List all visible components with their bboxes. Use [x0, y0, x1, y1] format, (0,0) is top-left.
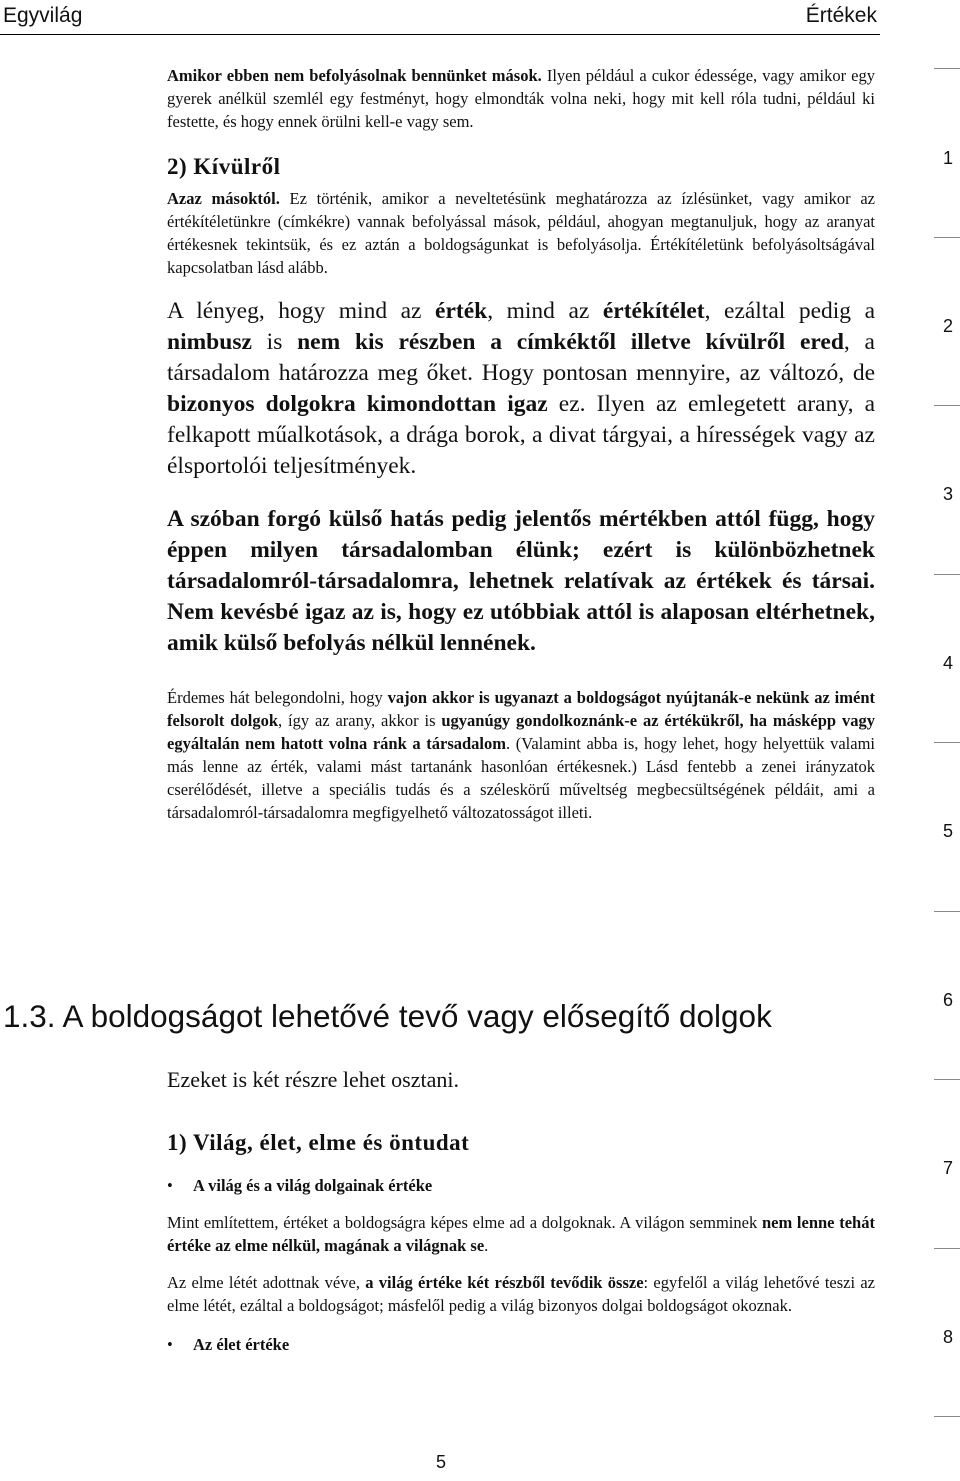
- bold-text: ugyanúgy gondolkoznánk-e az értékükről, ha másképp vagy egyáltalán nem hatott volna ránk a társadalom: [167, 711, 875, 753]
- bold-text: érték: [435, 298, 488, 324]
- paragraph-mind-gives-value: [167, 1211, 875, 1257]
- side-tab-divider: [934, 911, 960, 912]
- text: A lényeg, hogy mind az: [167, 298, 436, 324]
- side-tab-3[interactable]: 3: [942, 484, 953, 504]
- side-tab-divider: [934, 574, 960, 575]
- bold-text: nimbusz: [167, 329, 252, 355]
- section-heading-kivulrol: 2) Kívülről: [167, 154, 281, 179]
- text: .: [484, 1236, 489, 1255]
- paragraph-essence: [167, 296, 875, 482]
- side-tab-index: [908, 0, 960, 1481]
- paragraph-internal-influence: [167, 64, 875, 133]
- paragraph-external-influence: [167, 187, 875, 279]
- side-tab-1[interactable]: 1: [942, 148, 953, 168]
- bold-text: Azaz másoktól.: [167, 189, 280, 208]
- text: . (Valamint abba is, hogy lehet, hogy helyettük valami más lenne az érték, valami mást tartanánk hasonlóan értékesnek.) Lásd fentebb a zenei irányzatok cserélődését, illetve a speciális tudás és a széleskörű műveltség megbecsültségének példáit, ami a társadalomról-társadalomra megfigyelhető változatosságot illeti.: [167, 734, 875, 822]
- bold-text: a világ értéke két részből tevődik össze: [365, 1273, 644, 1292]
- page-header: [0, 0, 880, 35]
- text: , a társadalom határozza meg őket. Hogy pontosan mennyire, az változó, de: [167, 329, 875, 386]
- bullet-label: A világ és a világ dolgainak értéke: [193, 1176, 433, 1195]
- text: Érdemes hát belegondolni, hogy: [167, 688, 388, 707]
- text: , mind az: [487, 298, 603, 324]
- bold-text: nem lenne tehát értéke az elme nélkül, magának a világnak se: [167, 1213, 875, 1255]
- text: is: [251, 329, 298, 355]
- text: : egyfelől a világ lehetővé teszi az elme létét, ezáltal a boldogságot; másfelől pedig a világ bizonyos dolgai boldogságot okoznak.: [167, 1273, 876, 1315]
- text: Mint említettem, értéket a boldogságra képes elme ad a dolgoknak. A világon semminek: [167, 1213, 762, 1232]
- side-tab-2[interactable]: 2: [942, 316, 953, 336]
- bullet-item-life-value: [167, 1333, 875, 1356]
- chapter-heading: 1.3. A boldogságot lehetővé tevő vagy elősegítő dolgok: [3, 998, 772, 1034]
- text: , így az arany, akkor is: [278, 711, 442, 730]
- page-number: 5: [435, 1452, 446, 1472]
- paragraph-society-dependence: [167, 504, 875, 659]
- side-tab-divider: [934, 1416, 960, 1417]
- side-tab-7[interactable]: 7: [942, 1158, 953, 1178]
- paragraph-world-value-parts: [167, 1271, 875, 1317]
- bold-text: vajon akkor is ugyanazt a boldogságot nyújtanák-e nekünk az imént felsorolt dolgok: [167, 688, 875, 730]
- intro-text: Ezeket is két részre lehet osztani.: [167, 1067, 459, 1092]
- header-left-title: Egyvilág: [3, 4, 83, 27]
- text: , ezáltal pedig a: [704, 298, 876, 324]
- bold-text: értékítélet: [602, 298, 705, 324]
- side-tab-divider: [934, 237, 960, 238]
- text: Ilyen például a cukor édessége, vagy amikor egy gyerek anélkül szemlél egy festményt, hogy elmondták volna neki, hogy mit kell róla tudni, például ki festette, és hogy ennek örülni kell-e vagy sem.: [167, 66, 875, 131]
- side-tab-6[interactable]: 6: [942, 990, 953, 1010]
- side-tab-divider: [934, 742, 960, 743]
- bullet-icon: •: [167, 1176, 173, 1195]
- body-text-upper: [167, 64, 875, 824]
- side-tab-divider: [934, 1079, 960, 1080]
- bullet-label: Az élet értéke: [193, 1335, 290, 1354]
- side-tab-divider: [934, 1248, 960, 1249]
- bold-text: Amikor ebben nem befolyásolnak bennünket mások.: [167, 66, 542, 85]
- side-tab-5[interactable]: 5: [942, 821, 953, 841]
- paragraph-think-about: [167, 686, 875, 824]
- side-tab-8[interactable]: 8: [942, 1327, 953, 1347]
- side-tab-divider: [934, 68, 960, 69]
- header-right-title: Értékek: [805, 4, 877, 27]
- side-tab-divider: [934, 405, 960, 406]
- text: ez. Ilyen az emlegetett arany, a felkapott műalkotások, a drága borok, a divat tárgyai, a hírességek vagy az élsportolói teljesítmények.: [167, 391, 875, 479]
- body-text-lower: [167, 1064, 875, 1356]
- bullet-icon: •: [167, 1335, 173, 1354]
- side-tab-4[interactable]: 4: [942, 653, 953, 673]
- text: Az elme létét adottnak véve,: [167, 1273, 366, 1292]
- bold-text: A szóban forgó külső hatás pedig jelentős mértékben attól függ, hogy éppen milyen társadalomban élünk; ezért is különbözhetnek társadalomról-társadalomra, lehetnek relatívak az értékek és társai. Nem kevésbé igaz az is, hogy ez utóbbiak attól is alaposan eltérhetnek, amik külső befolyás nélkül lennének.: [167, 506, 875, 656]
- bold-text: bizonyos dolgokra kimondottan igaz: [167, 391, 548, 417]
- bold-text: nem kis részben a címkéktől illetve kívülről ered: [297, 329, 844, 355]
- section-heading-vilag: 1) Világ, élet, elme és öntudat: [167, 1130, 470, 1155]
- text: Ez történik, amikor a neveltetésünk meghatározza az ízlésünket, vagy amikor az értékítéletünkre (címkékre) vannak befolyással mások, például, ahogyan megtanuljuk, hogy az aranyat értékesnek tekintsük, és ez aztán a boldogságunkat is befolyásolja. Értékítéletünk befolyásoltságával kapcsolatban lásd alább.: [167, 189, 876, 277]
- bullet-item-world-value: [167, 1174, 875, 1197]
